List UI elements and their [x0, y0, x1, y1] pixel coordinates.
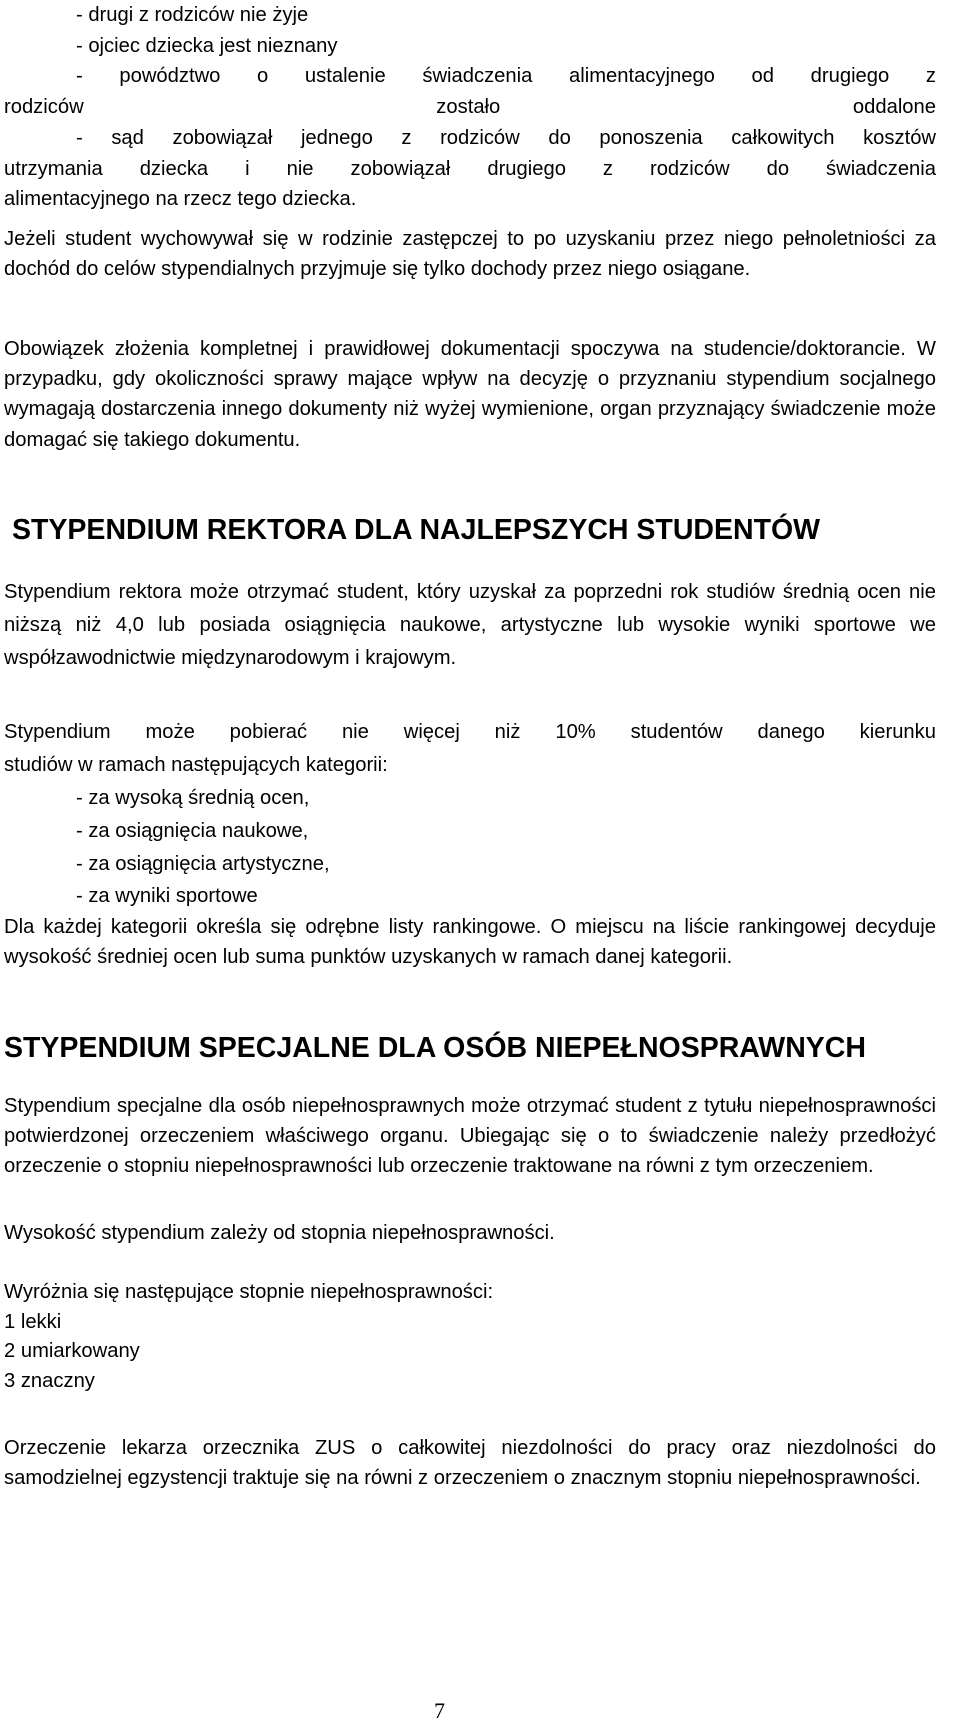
paragraph-zus-certificate: Orzeczenie lekarza orzecznika ZUS o całkowitej niezdolności do pracy oraz niezdolności do samodzielnej egzystencji traktuje się na równi z orzeczeniem o znacznym stopniu niepełnosprawności. [4, 1437, 936, 1490]
paragraph-rector-limit [4, 716, 936, 782]
list-item-continuation: alimentacyjnego na rzecz tego dziecka. [4, 188, 357, 211]
list-item-continuation: rodziców zostało oddalone [4, 95, 936, 118]
list-item: 3 znaczny [4, 1369, 95, 1392]
list-item: 2 umiarkowany [4, 1340, 140, 1362]
page-number: 7 [434, 1698, 445, 1723]
list-item: - za wysoką średnią ocen, [76, 787, 310, 809]
list-item: 1 lekki [4, 1310, 62, 1333]
intro-list-item3 [0, 61, 936, 122]
intro-list [76, 0, 936, 61]
list-item: - drugi z rodziców nie żyje [76, 4, 309, 26]
list-item: - za wyniki sportowe [76, 885, 258, 908]
disability-levels-list [4, 1278, 936, 1396]
list-item: - powództwo o ustalenie świadczenia alimentacyjnego od drugiego z [76, 65, 936, 87]
paragraph-ranking-lists: Dla każdej kategorii określa się odrębne listy rankingowe. O miejscu na liście rankingowej decyduje wysokość średniej ocen lub suma punktów uzyskanych w ramach danej kategorii. [4, 916, 936, 969]
list-item: - za osiągnięcia naukowe, [76, 819, 309, 842]
paragraph-foster-family: Jeżeli student wychowywał się w rodzinie zastępczej to po uzyskaniu przez niego pełnoletniości za dochód do celów stypendialnych przyjmuje się tylko dochody przez niego osiągane. [4, 228, 936, 281]
list-intro: Wyróżnia się następujące stopnie niepełnosprawności: [4, 1281, 494, 1303]
paragraph-rector-eligibility: Stypendium rektora może otrzymać student, który uzyskał za poprzedni rok studiów średnią ocen nie niższą niż 4,0 lub posiada osiągnięcia naukowe, artystyczne lub wysokie wyniki sportowe we współzawodnictwie międzynarodowym i krajowym. [4, 581, 936, 669]
paragraph-documentation-obligation: Obowiązek złożenia kompletnej i prawidłowej dokumentacji spoczywa na studencie/doktorancie. W przypadku, gdy okoliczności sprawy mające wpływ na decyzję o przyznaniu stypendium socjalnego wymagają dostarczenia innego dokumenty niż wyżej wymienione, organ przyznający świadczenie może domagać się takiego dokumentu. [4, 338, 936, 451]
section-heading-disability-scholarship: STYPENDIUM SPECJALNE DLA OSÓB NIEPEŁNOSPRAWNYCH [4, 1032, 866, 1064]
list-item: - sąd zobowiązał jednego z rodziców do ponoszenia całkowitych kosztów [76, 127, 936, 149]
section-heading-rector-scholarship: STYPENDIUM REKTORA DLA NAJLEPSZYCH STUDENTÓW [12, 514, 821, 546]
paragraph-line: studiów w ramach następujących kategorii: [4, 753, 388, 776]
list-item: - za osiągnięcia artystyczne, [76, 852, 330, 875]
paragraph-line: Stypendium może pobierać nie więcej niż 10% studentów danego kierunku [4, 721, 936, 743]
paragraph-amount-depends: Wysokość stypendium zależy od stopnia niepełnosprawności. [4, 1222, 555, 1244]
intro-list-item4 [0, 123, 936, 215]
rector-categories-list [76, 782, 676, 913]
list-item-continuation: utrzymania dziecka i nie zobowiązał drugiego z rodziców do świadczenia [4, 157, 936, 180]
list-item: - ojciec dziecka jest nieznany [76, 34, 338, 57]
paragraph-disability-eligibility: Stypendium specjalne dla osób niepełnosprawnych może otrzymać student z tytułu niepełnosprawności potwierdzonej orzeczeniem właściwego organu. Ubiegając się o to świadczenie należy przedłożyć orzeczenie o stopniu niepełnosprawności lub orzeczenie traktowane na równi z tym orzeczeniem. [4, 1095, 936, 1178]
